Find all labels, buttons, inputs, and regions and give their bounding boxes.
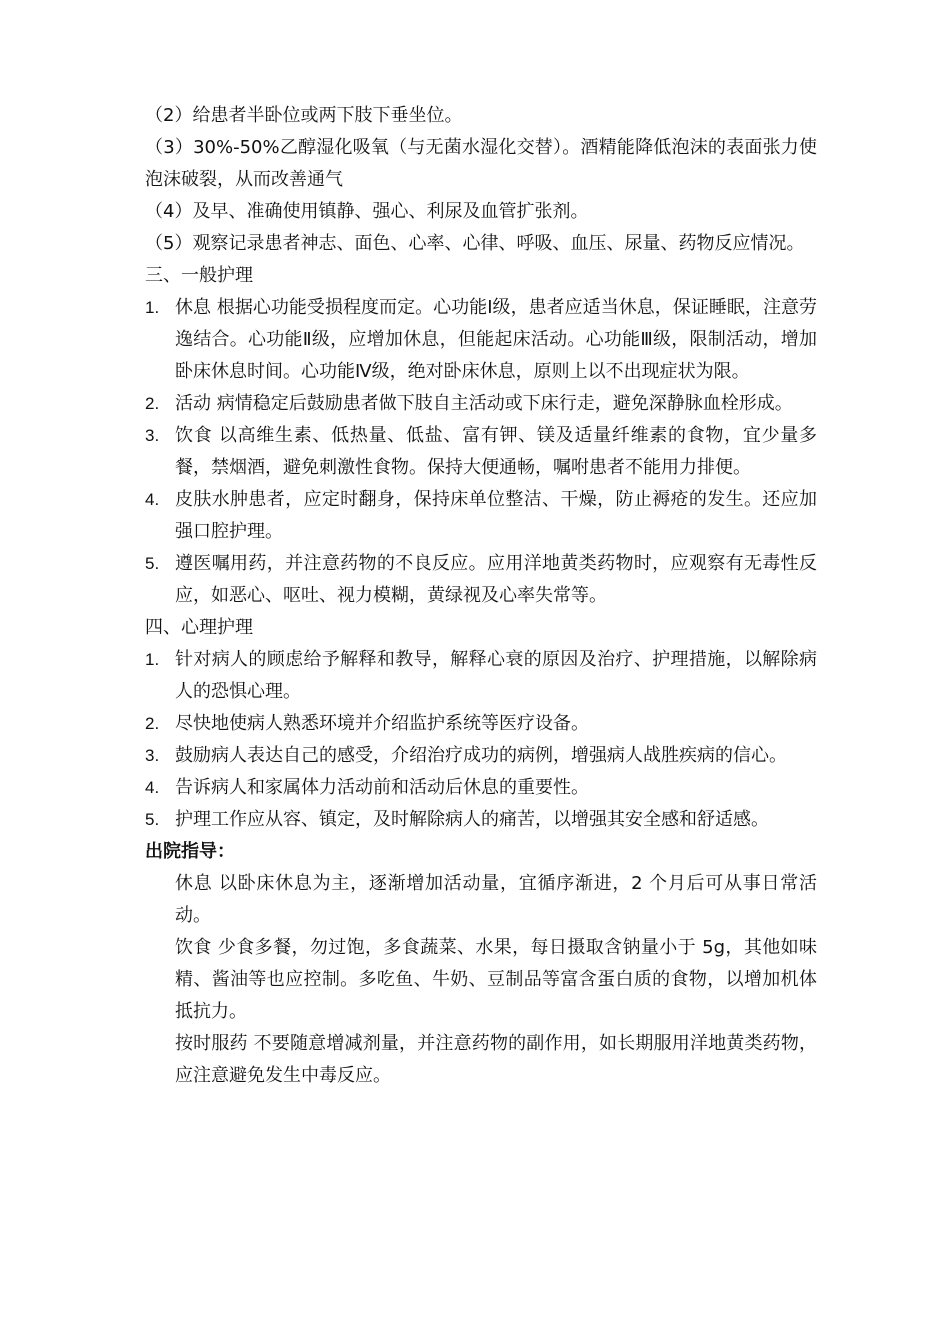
list-number: 1. xyxy=(145,650,160,669)
list-number: 4. xyxy=(145,490,160,509)
list-number: 1. xyxy=(145,298,160,317)
list-item-text: 皮肤水肿患者，应定时翻身，保持床单位整洁、干燥，防止褥疮的发生。还应加强口腔护理。 xyxy=(175,489,817,542)
emergency-step: （4）及早、准确使用镇静、强心、利尿及血管扩张剂。 xyxy=(145,201,589,222)
list-number: 5. xyxy=(145,554,160,573)
list-item xyxy=(145,708,817,740)
list-number: 3. xyxy=(145,746,160,765)
section-heading-psych-care: 四、心理护理 xyxy=(145,617,253,638)
discharge-guide-item: 饮食 少食多餐，勿过饱，多食蔬菜、水果，每日摄取含钠量小于 5g，其他如味精、酱油等也应控制。多吃鱼、牛奶、豆制品等富含蛋白质的食物，以增加机体抵抗力。 xyxy=(175,937,817,1022)
list-item xyxy=(145,772,817,804)
section-heading-discharge: 出院指导： xyxy=(145,841,235,862)
discharge-guide-item: 休息 以卧床休息为主，逐渐增加活动量，宜循序渐进，2 个月后可从事日常活动。 xyxy=(175,873,817,926)
list-item xyxy=(145,804,817,836)
list-item-text: 针对病人的顾虑给予解释和教导，解释心衰的原因及治疗、护理措施，以解除病人的恐惧心理。 xyxy=(175,649,817,702)
list-item xyxy=(145,420,817,484)
list-item xyxy=(145,292,817,388)
list-item-text: 遵医嘱用药，并注意药物的不良反应。应用洋地黄类药物时，应观察有无毒性反应，如恶心、呕吐、视力模糊，黄绿视及心率失常等。 xyxy=(175,553,817,606)
emergency-step: （3）30%-50%乙醇湿化吸氧（与无菌水湿化交替）。酒精能降低泡沫的表面张力使泡沫破裂，从而改善通气 xyxy=(145,137,817,190)
list-number: 5. xyxy=(145,810,160,829)
list-item-text: 鼓励病人表达自己的感受，介绍治疗成功的病例，增强病人战胜疾病的信心。 xyxy=(175,745,787,766)
list-number: 2. xyxy=(145,714,160,733)
list-item-text: 告诉病人和家属体力活动前和活动后休息的重要性。 xyxy=(175,777,589,798)
emergency-step: （5）观察记录患者神志、面色、心率、心律、呼吸、血压、尿量、药物反应情况。 xyxy=(145,233,805,254)
list-item xyxy=(145,484,817,548)
document-body xyxy=(145,100,817,1092)
list-item xyxy=(145,548,817,612)
list-item-text: 护理工作应从容、镇定，及时解除病人的痛苦，以增强其安全感和舒适感。 xyxy=(175,809,769,830)
discharge-guide-item: 按时服药 不要随意增减剂量，并注意药物的副作用，如长期服用洋地黄类药物，应注意避免发生中毒反应。 xyxy=(175,1033,817,1086)
emergency-step: （2）给患者半卧位或两下肢下垂坐位。 xyxy=(145,105,463,126)
list-item-text: 活动 病情稳定后鼓励患者做下肢自主活动或下床行走，避免深静脉血栓形成。 xyxy=(175,393,793,414)
list-item-text: 饮食 以高维生素、低热量、低盐、富有钾、镁及适量纤维素的食物，宜少量多餐，禁烟酒，避免刺激性食物。保持大便通畅，嘱咐患者不能用力排便。 xyxy=(175,425,817,478)
general-care-list xyxy=(145,292,817,612)
list-number: 3. xyxy=(145,426,160,445)
list-item xyxy=(145,388,817,420)
list-item xyxy=(145,644,817,708)
list-item-text: 休息 根据心功能受损程度而定。心功能Ⅰ级，患者应适当休息，保证睡眠，注意劳逸结合。心功能Ⅱ级，应增加休息，但能起床活动。心功能Ⅲ级，限制活动，增加卧床休息时间。心功能Ⅳ级，绝对卧床休息，原则上以不出现症状为限。 xyxy=(175,297,817,382)
list-number: 2. xyxy=(145,394,160,413)
psych-care-list xyxy=(145,644,817,836)
list-item xyxy=(145,740,817,772)
section-heading-general-care: 三、一般护理 xyxy=(145,265,253,286)
list-item-text: 尽快地使病人熟悉环境并介绍监护系统等医疗设备。 xyxy=(175,713,589,734)
list-number: 4. xyxy=(145,778,160,797)
